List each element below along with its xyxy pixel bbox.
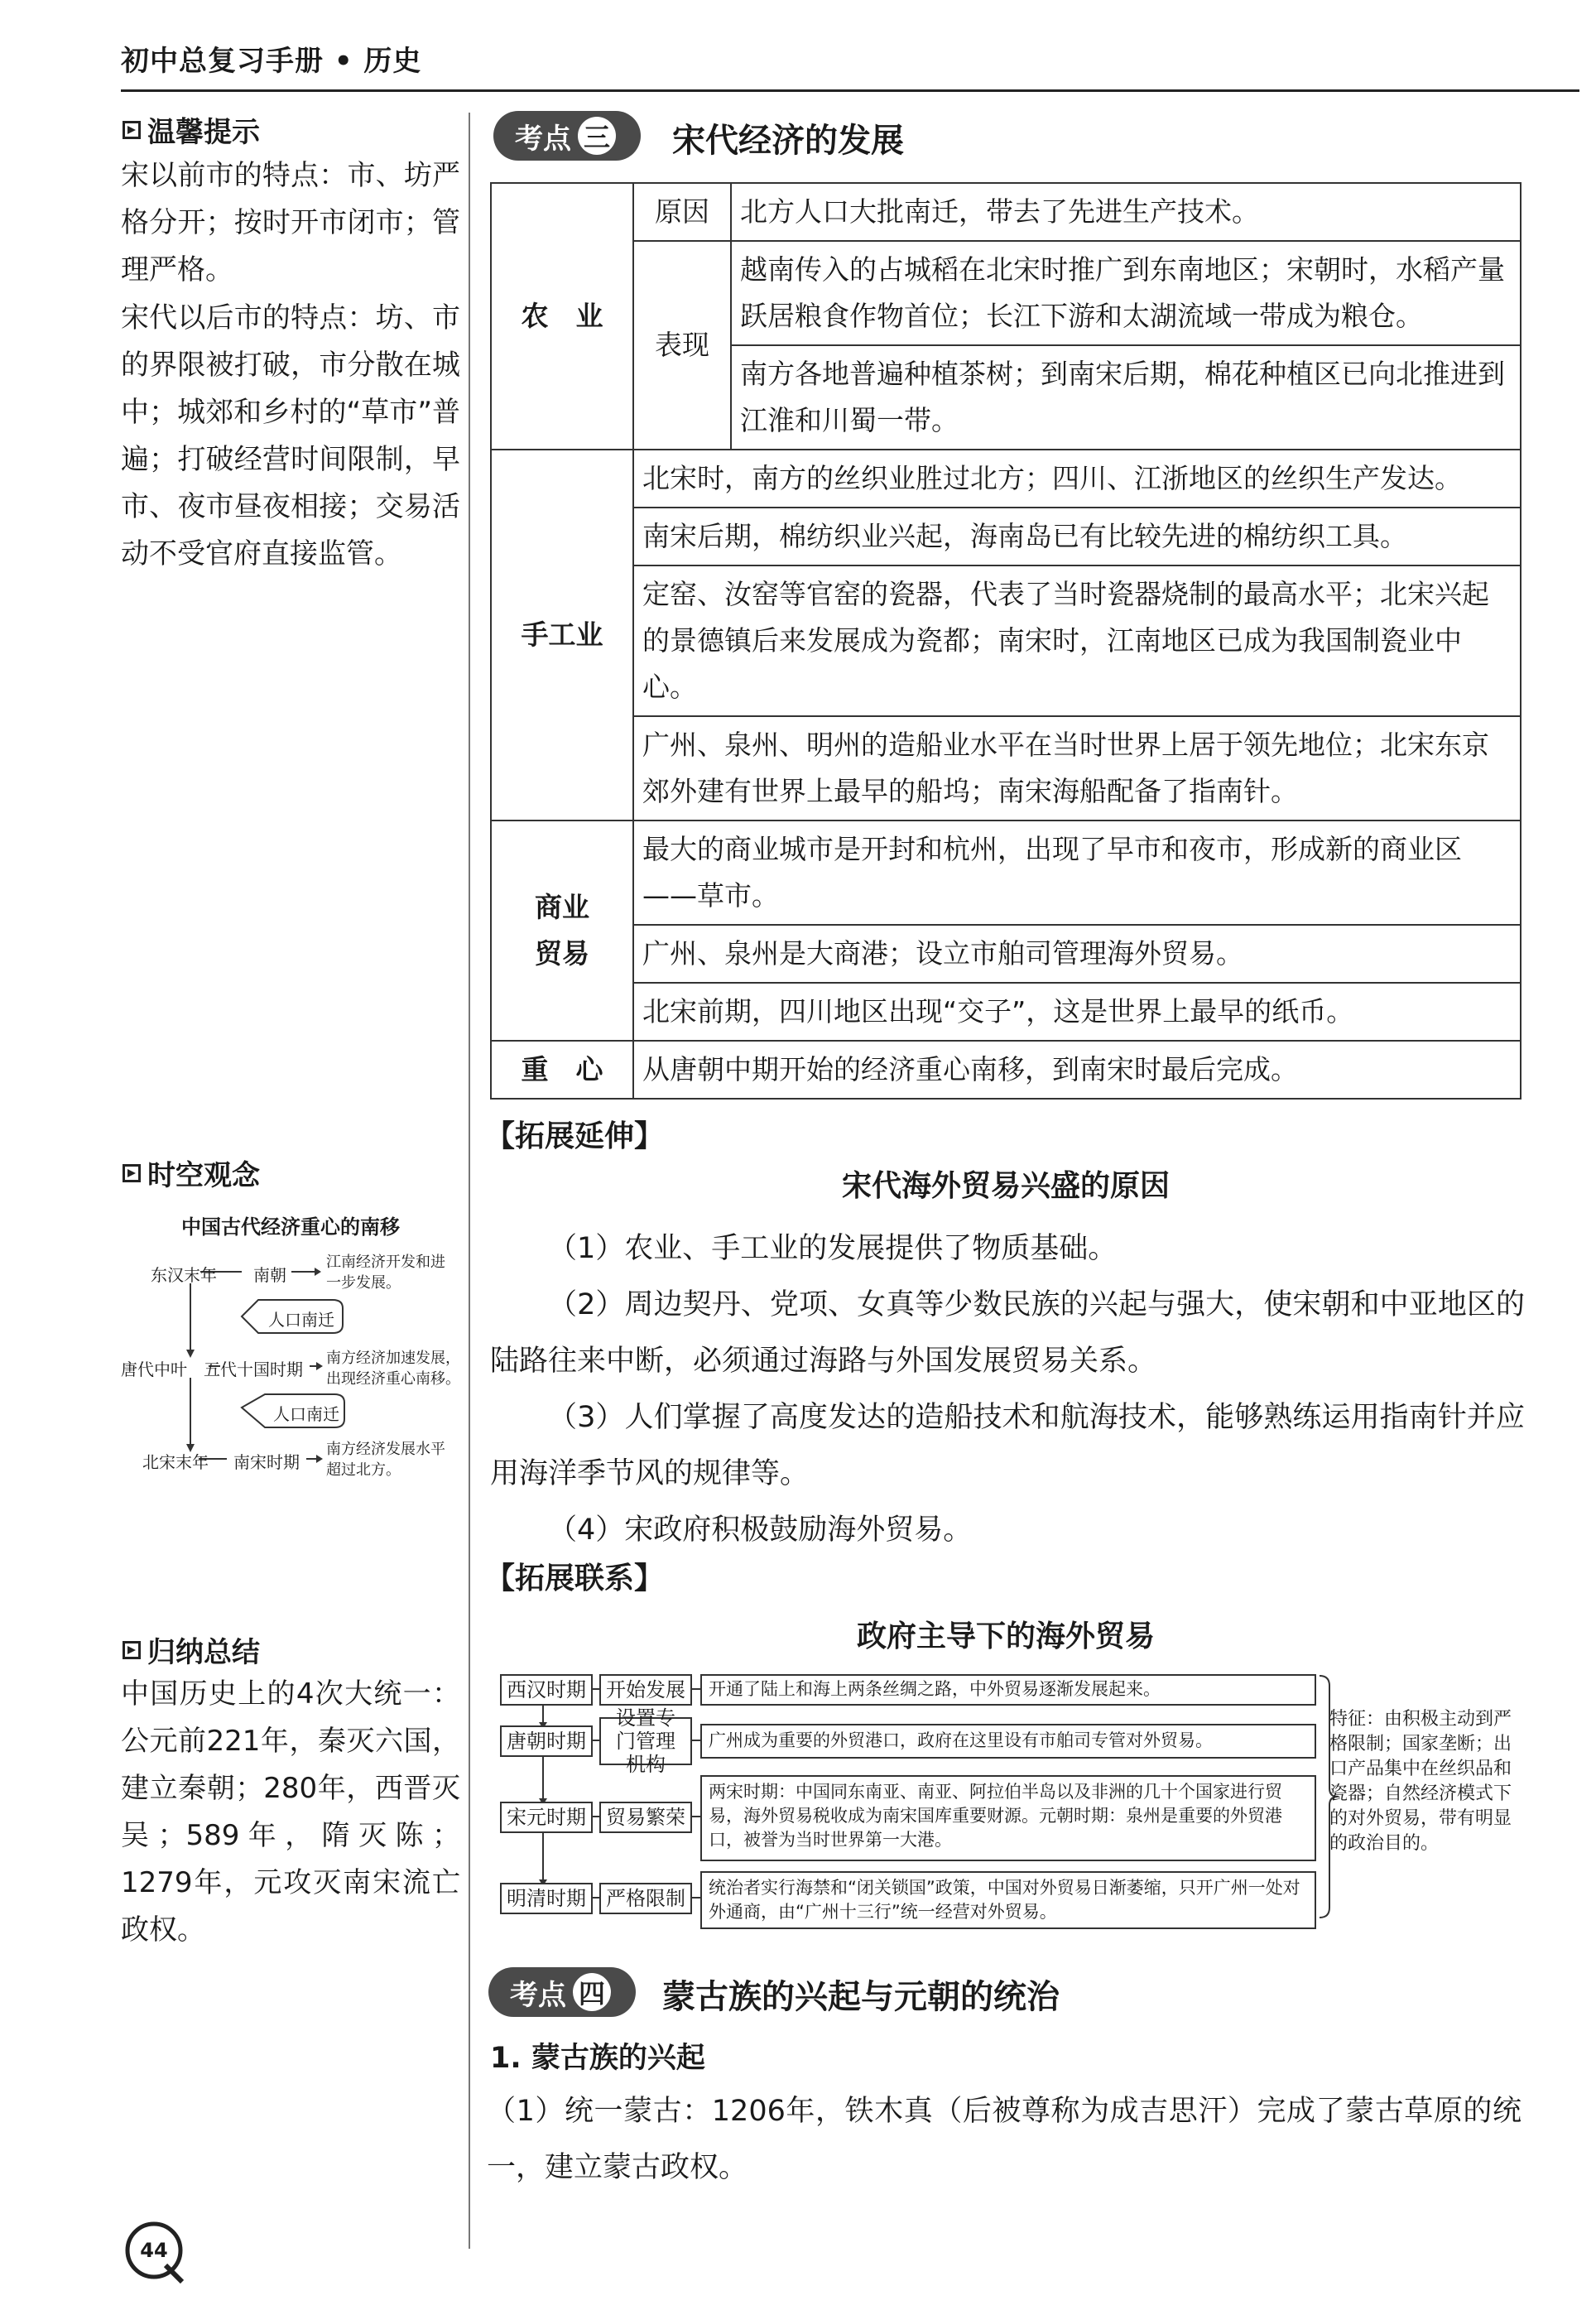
extend-item-1: （1）农业、手工业的发展提供了物质基础。 — [548, 1232, 1118, 1265]
craft-3: 定窑、汝窑等官窑的瓷器，代表了当时瓷器烧制的最高水平；北宋兴起的景德镇后来发展成为瓷都；南宋时，江南地区已成为我国制瓷业中心。 — [633, 565, 1521, 716]
period-tang: 唐朝时期 — [500, 1725, 593, 1757]
period-ming-qing: 明清时期 — [500, 1883, 593, 1914]
trade-3: 北宋前期，四川地区出现“交子”，这是世界上最早的纸币。 — [633, 983, 1521, 1041]
section-badge-4 — [488, 1967, 636, 2017]
badge-label: 考点 — [510, 1978, 566, 2012]
extend-title: 宋代海外贸易兴盛的原因 — [841, 1169, 1170, 1203]
node-eastern-han-end: 东汉末年 — [151, 1265, 217, 1285]
period-song-yuan: 宋元时期 — [500, 1802, 593, 1833]
cat-commerce — [491, 821, 633, 1041]
extend-label: 【拓展延伸】 — [485, 1119, 665, 1153]
extend-item-2: （2）周边契丹、党项、女真等少数民族的兴起与强大，使宋朝和中亚地区的陆路往来中断，必须通过海路与外国发展贸易关系。 — [490, 1288, 1525, 1378]
node-southern-dynasties: 南朝 — [253, 1265, 286, 1285]
connect-title: 政府主导下的海外贸易 — [856, 1619, 1155, 1653]
trade-2: 广州、泉州是大商港；设立市舶司管理海外贸易。 — [633, 925, 1521, 983]
note-south-surpass: 南方经济发展水平超过北方。 — [326, 1441, 445, 1479]
agri-performance-2: 南方各地普遍种植茶树；到南宋后期，棉花种植区已向北推进到江淮和川蜀一带。 — [731, 345, 1521, 450]
extend-item-4: （4）宋政府积极鼓励海外贸易。 — [548, 1514, 973, 1547]
craft-4: 广州、泉州、明州的造船业水平在当时世界上居于领先地位；北宋东京郊外建有世界上最早的船坞；南宋海船配备了指南针。 — [633, 716, 1521, 821]
agri-performance-1: 越南传入的占城稻在北宋时推广到东南地区；宋朝时，水稻产量跃居粮食作物首位；长江下游和太湖流域一带成为粮仓。 — [731, 241, 1521, 345]
space-time-diagram-title: 中国古代经济重心的南移 — [181, 1215, 400, 1239]
cat-agriculture: 农 业 — [491, 183, 633, 450]
space-time-heading — [123, 1153, 260, 1193]
trade-features-note: 特征：由积极主动到严格限制；国家垄断；出口产品集中在丝织品和瓷器；自然经济模式下的对外贸易，带有明显的政治目的。 — [1329, 1709, 1512, 1854]
craft-1: 北宋时，南方的丝织业胜过北方；四川、江浙地区的丝织生产发达。 — [633, 450, 1521, 508]
tag-tang: 设置专门管理机构 — [599, 1717, 692, 1765]
summary-title: 归纳总结 — [147, 1636, 260, 1669]
tag-ming-qing: 严格限制 — [599, 1883, 692, 1914]
desc-western-han: 开通了陆上和海上两条丝绸之路，中外贸易逐渐发展起来。 — [700, 1674, 1316, 1706]
tag-western-han: 开始发展 — [599, 1674, 692, 1706]
node-mid-tang: 唐代中叶 — [121, 1360, 187, 1379]
desc-tang: 广州成为重要的外贸港口，政府在这里设有市舶司专管对外贸易。 — [700, 1724, 1316, 1759]
play-box-icon — [123, 121, 141, 139]
label-migration-2: 人口南迁 — [273, 1404, 339, 1424]
extend-item-3: （3）人们掌握了高度发达的造船技术和航海技术，能够熟练运用指南针并应用海洋季节风的规律等。 — [490, 1401, 1525, 1490]
note-jiangnan-development: 江南经济开发和进一步发展。 — [326, 1254, 445, 1292]
cat-commerce-line2: 贸易 — [535, 937, 589, 970]
page-number: 44 — [140, 2239, 168, 2262]
song-economy-table — [490, 182, 1521, 1100]
desc-song-yuan: 两宋时期：中国同东南亚、南亚、阿拉伯半岛以及非洲的几十个国家进行贸易，海外贸易税收成为南宋国库重要财源。元朝时期：泉州是重要的外贸港口，被誉为当时世界第一大港。 — [700, 1775, 1316, 1861]
center-text: 从唐朝中期开始的经济重心南移，到南宋时最后完成。 — [633, 1041, 1521, 1099]
sub-reason: 原因 — [633, 183, 731, 241]
tips-heading — [123, 109, 260, 150]
foreign-trade-diagram — [495, 1664, 1521, 1937]
summary-text: 中国历史上的4次大统一：公元前221年，秦灭六国，建立秦朝；280年，西晋灭吴；589年，隋灭陈；1279年，元攻灭南宋流亡政权。 — [121, 1677, 460, 1947]
page-header-title: 初中总复习手册 • 历史 — [121, 45, 422, 78]
tips-paragraph-1: 宋以前市的特点：市、坊严格分开；按时开市闭市；管理严格。 — [121, 159, 460, 286]
desc-ming-qing: 统治者实行海禁和“闭关锁国”政策，中国对外贸易日渐萎缩，只开广州一处对外通商，由“广州十三行”统一经营对外贸易。 — [700, 1871, 1316, 1929]
badge-number: 四 — [573, 1973, 611, 2011]
cat-handicraft: 手工业 — [491, 450, 633, 821]
play-box-icon — [123, 1641, 141, 1659]
section-4-title: 蒙古族的兴起与元朝的统治 — [662, 1978, 1060, 2016]
section-4-text: （1）统一蒙古：1206年，铁木真（后被尊称为成吉思汗）完成了蒙古草原的统一，建立蒙古政权。 — [487, 2095, 1521, 2184]
badge-number: 三 — [578, 117, 616, 155]
page-number-badge — [123, 2219, 189, 2285]
badge-label: 考点 — [515, 122, 571, 156]
header-divider — [121, 89, 1579, 92]
section-badge-3 — [493, 111, 641, 161]
trade-1: 最大的商业城市是开封和杭州，出现了早市和夜市，形成新的商业区——草市。 — [633, 821, 1521, 925]
agri-reason: 北方人口大批南迁，带去了先进生产技术。 — [731, 183, 1521, 241]
sub-performance: 表现 — [633, 241, 731, 450]
note-center-shift: 南方经济加速发展，出现经济重心南移。 — [326, 1350, 460, 1388]
period-western-han: 西汉时期 — [500, 1674, 593, 1706]
section-4-subheading: 1. 蒙古族的兴起 — [490, 2042, 705, 2075]
tag-song-yuan: 贸易繁荣 — [599, 1802, 692, 1833]
cat-center: 重 心 — [491, 1041, 633, 1099]
tips-title: 温馨提示 — [147, 116, 260, 149]
play-box-icon — [123, 1164, 141, 1182]
craft-2: 南宋后期，棉纺织业兴起，海南岛已有比较先进的棉纺织工具。 — [633, 508, 1521, 565]
space-time-title: 时空观念 — [147, 1159, 260, 1192]
connect-label: 【拓展联系】 — [485, 1562, 665, 1595]
tips-paragraph-2: 宋代以后市的特点：坊、市的界限被打破，市分散在城中；城郊和乡村的“草市”普遍；打破经营时间限制，早市、夜市昼夜相接；交易活动不受官府直接监管。 — [121, 301, 460, 570]
node-southern-song: 南宋时期 — [233, 1452, 300, 1472]
node-northern-song-end: 北宋末年 — [142, 1452, 209, 1472]
column-divider — [469, 113, 470, 2249]
economic-center-diagram — [118, 1242, 465, 1490]
label-migration-1: 人口南迁 — [268, 1310, 334, 1330]
summary-heading — [123, 1629, 260, 1670]
section-3-title: 宋代经济的发展 — [672, 122, 904, 160]
cat-commerce-line1: 商业 — [535, 891, 589, 923]
node-five-dynasties: 五代十国时期 — [204, 1360, 303, 1379]
